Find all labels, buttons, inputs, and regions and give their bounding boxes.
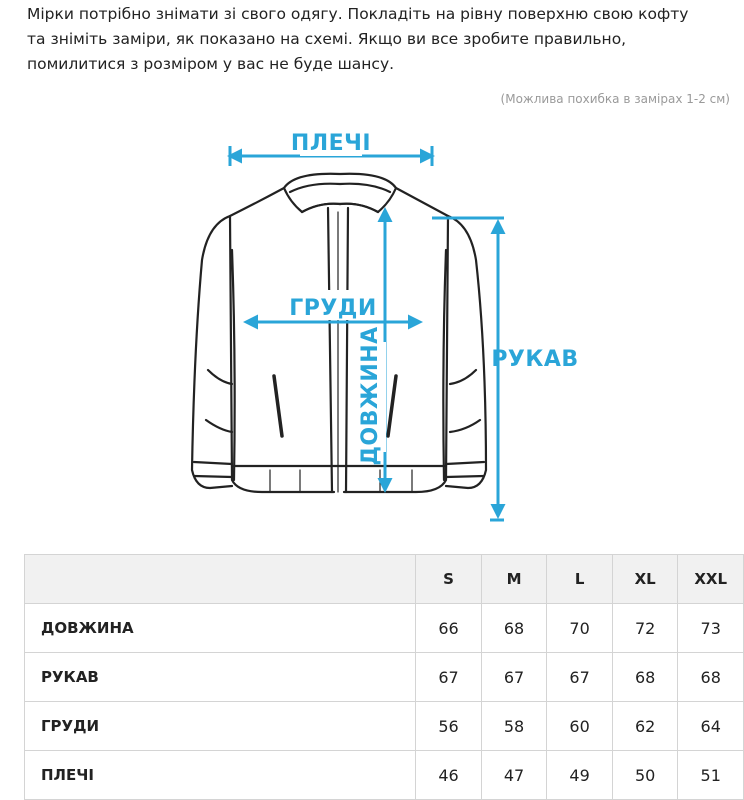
table-cell: 49 — [547, 751, 613, 800]
length-label: ДОВЖИНА — [358, 326, 383, 466]
table-cell: 73 — [678, 604, 744, 653]
intro-text — [27, 2, 727, 77]
table-cell: 64 — [678, 702, 744, 751]
size-chart-table — [24, 554, 744, 800]
table-row — [25, 604, 744, 653]
jacket-measurement-diagram — [150, 120, 590, 530]
table-cell: 62 — [612, 702, 678, 751]
table-cell: 56 — [416, 702, 482, 751]
table-cell: 68 — [678, 653, 744, 702]
intro-line-1: Мірки потрібно знімати зі свого одягу. Покладіть на рівну поверхню свою кофту — [27, 5, 689, 23]
sleeve-label: РУКАВ — [491, 347, 579, 372]
header-cell-s: S — [416, 555, 482, 604]
chest-label: ГРУДИ — [289, 296, 377, 321]
header-cell-xxl: XXL — [678, 555, 744, 604]
table-cell: 66 — [416, 604, 482, 653]
table-cell: 67 — [481, 653, 547, 702]
header-cell-m: M — [481, 555, 547, 604]
header-cell-empty — [25, 555, 416, 604]
table-row — [25, 751, 744, 800]
table-cell: 60 — [547, 702, 613, 751]
row-label-chest: ГРУДИ — [25, 702, 416, 751]
table-row — [25, 653, 744, 702]
table-cell: 68 — [481, 604, 547, 653]
table-cell: 50 — [612, 751, 678, 800]
table-cell: 72 — [612, 604, 678, 653]
row-label-sleeve: РУКАВ — [25, 653, 416, 702]
table-cell: 58 — [481, 702, 547, 751]
table-header-row — [25, 555, 744, 604]
jacket-outline — [192, 174, 486, 492]
row-label-length: ДОВЖИНА — [25, 604, 416, 653]
table-cell: 46 — [416, 751, 482, 800]
table-cell: 68 — [612, 653, 678, 702]
table-cell: 51 — [678, 751, 744, 800]
intro-line-3: помилитися з розміром у вас не буде шансу. — [27, 55, 395, 73]
table-cell: 67 — [547, 653, 613, 702]
row-label-shoulders: ПЛЕЧІ — [25, 751, 416, 800]
table-cell: 47 — [481, 751, 547, 800]
measurement-tolerance-note: (Можлива похибка в замірах 1-2 см) — [500, 92, 730, 106]
header-cell-l: L — [547, 555, 613, 604]
table-cell: 67 — [416, 653, 482, 702]
table-cell: 70 — [547, 604, 613, 653]
shoulders-label: ПЛЕЧІ — [290, 131, 372, 156]
intro-line-2: та зніміть заміри, як показано на схемі. Якщо ви все зробите правильно, — [27, 30, 627, 48]
table-row — [25, 702, 744, 751]
header-cell-xl: XL — [612, 555, 678, 604]
